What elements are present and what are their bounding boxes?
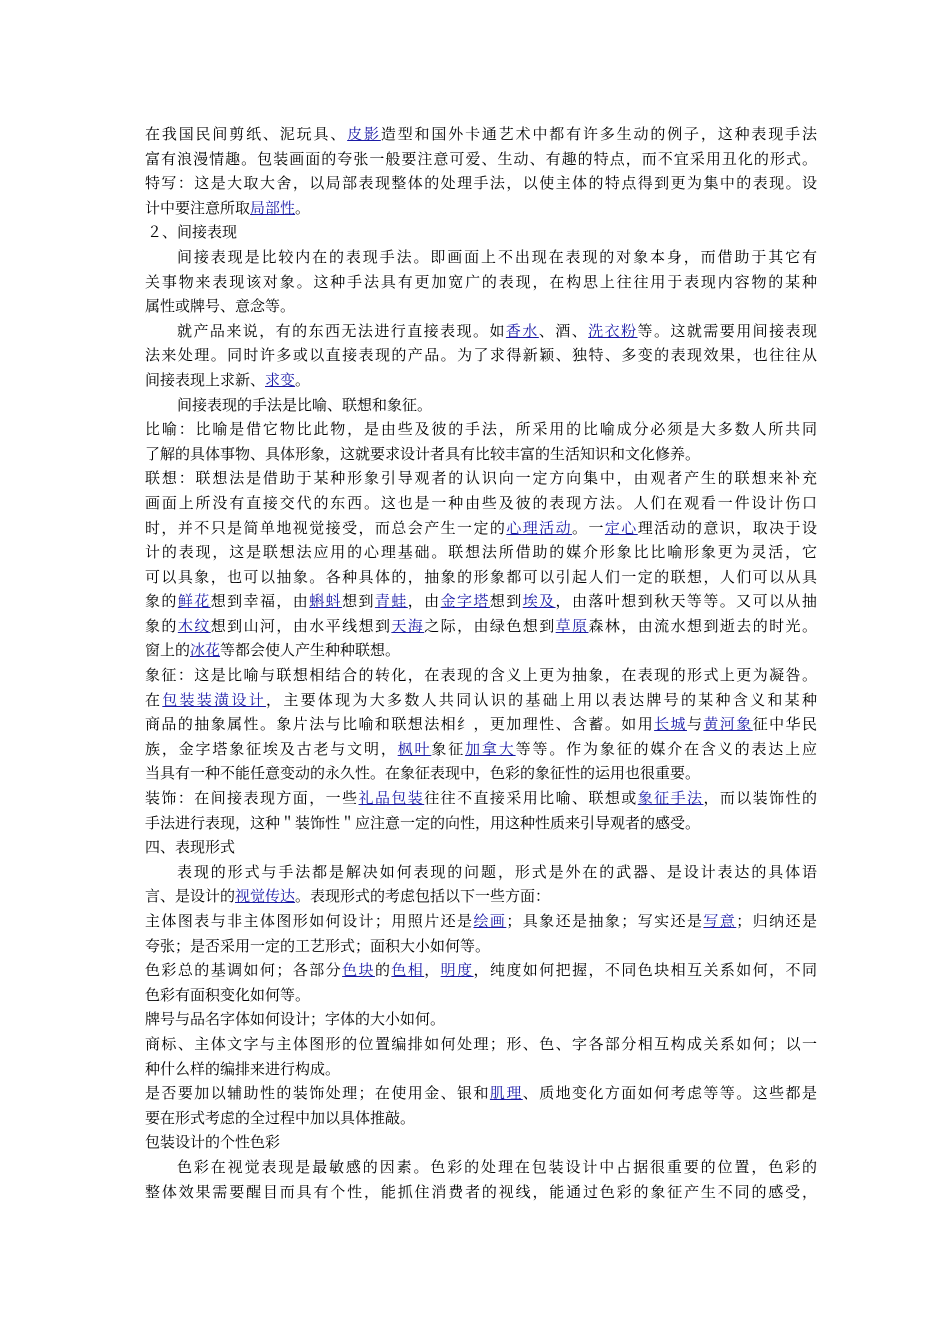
text-line bbox=[145, 442, 817, 467]
hyperlink[interactable]: 洗衣粉 bbox=[588, 321, 638, 340]
text-span: 特写：这是大取大舍，以局部表现整体的处理手法，以使主体的特点得到更为集中的表现。设 bbox=[145, 174, 817, 193]
text-span: 等都会使人产生种种联想。 bbox=[220, 641, 401, 660]
text-span: 象的 bbox=[145, 592, 178, 611]
text-line bbox=[145, 737, 817, 762]
text-span: 的 bbox=[374, 961, 392, 980]
hyperlink[interactable]: 埃及 bbox=[522, 592, 556, 611]
text-span: 主体图表与非主体图形如何设计；用照片还是 bbox=[145, 912, 474, 930]
text-line bbox=[145, 540, 817, 565]
text-line bbox=[145, 1007, 817, 1032]
text-span: ，由 bbox=[407, 592, 441, 611]
text-span: 象的 bbox=[145, 616, 178, 635]
text-span: 想到 bbox=[489, 592, 523, 611]
hyperlink[interactable]: 色块 bbox=[342, 961, 375, 980]
text-span: 间接表现的手法是比喻、联想和象征。 bbox=[177, 395, 433, 414]
text-line bbox=[145, 589, 817, 614]
text-span: 法来处理。同时许多或以直接表现的产品。为了求得新颖、独特、多变的表现效果，也往往从 bbox=[145, 346, 817, 365]
hyperlink[interactable]: 礼品包装 bbox=[358, 789, 425, 808]
text-span: 四、表现形式 bbox=[145, 838, 236, 857]
text-span: 征中华民 bbox=[752, 715, 817, 734]
text-span: 商品的抽象属性。象片法与比喻和联想法相纟，更加理性、含蓄。如用 bbox=[145, 715, 655, 734]
text-line bbox=[145, 343, 817, 368]
text-line bbox=[145, 663, 817, 688]
text-line bbox=[145, 171, 817, 196]
text-span: 色彩有面积变化如何等。 bbox=[145, 985, 311, 1004]
text-span: ，主要体现为大多数人共同认识的基础上用以表达牌号的某种含义和某种 bbox=[266, 690, 817, 709]
hyperlink[interactable]: 象征手法 bbox=[637, 789, 704, 808]
text-line bbox=[145, 270, 817, 295]
hyperlink[interactable]: 视觉传达 bbox=[235, 887, 296, 906]
text-line bbox=[145, 1180, 817, 1205]
hyperlink[interactable]: 局部性 bbox=[250, 198, 296, 217]
hyperlink[interactable]: 肌理 bbox=[489, 1084, 523, 1103]
text-span: 族，金字塔象征埃及古老与文明， bbox=[145, 739, 398, 758]
text-line bbox=[145, 688, 817, 713]
text-span: 计中要注意所取 bbox=[145, 198, 251, 217]
text-span: 色彩在视觉表现是最敏感的因素。色彩的处理在包装设计中占据很重要的位置，色彩的 bbox=[177, 1157, 817, 1176]
text-span: ， bbox=[424, 961, 441, 980]
text-span: 时，并不只是简单地视觉接受，而总会产生一定的 bbox=[145, 518, 507, 537]
text-line bbox=[145, 196, 817, 221]
hyperlink[interactable]: 明度 bbox=[440, 961, 474, 980]
text-span: 手法进行表现，这种＂装饰性＂应注意一定的向性，用这种性质来引导观者的感受。 bbox=[145, 813, 701, 832]
text-span: 理活动的意识，取决于设 bbox=[637, 518, 817, 537]
text-line bbox=[145, 934, 817, 959]
text-span: 言、是设计的 bbox=[145, 887, 236, 906]
text-span: ；具象还是抽象；写实还是 bbox=[506, 912, 704, 930]
text-line bbox=[145, 983, 817, 1008]
text-span: ，纯度如何把握，不同色块相互关系如何，不同 bbox=[473, 961, 817, 980]
text-span: 等。这就需要用间接表现 bbox=[637, 321, 817, 340]
text-span: 画面上所没有直接交代的东西。这也是一种由些及彼的表现方法。人们在观看一件设计伤口 bbox=[145, 493, 817, 512]
text-line bbox=[145, 417, 817, 442]
text-line bbox=[145, 761, 817, 786]
text-line bbox=[145, 1081, 817, 1106]
text-line bbox=[145, 122, 817, 147]
text-line bbox=[145, 294, 817, 319]
hyperlink[interactable]: 绘画 bbox=[473, 912, 507, 930]
text-span: 在 bbox=[145, 690, 163, 709]
hyperlink[interactable]: 枫叶 bbox=[397, 739, 432, 758]
text-span: 了解的具体事物、具体形象，这就要求设计者具有比较丰富的生活知识和文化修养。 bbox=[145, 444, 701, 463]
text-span: 。一 bbox=[572, 518, 605, 537]
text-line bbox=[145, 614, 817, 639]
text-span: 象征 bbox=[431, 739, 466, 758]
text-span: 想到幸福，由 bbox=[210, 592, 310, 611]
text-line bbox=[145, 147, 817, 172]
text-span: 可以具象，也可以抽象。各种具体的，抽象的形象都可以引起人们一定的联想，人们可以从具 bbox=[145, 567, 817, 586]
text-line bbox=[145, 811, 817, 836]
text-span: 就产品来说，有的东西无法进行直接表现。如 bbox=[177, 321, 506, 340]
text-span: 富有浪漫情趣。包装画面的夸张一般要注意可爱、生动、有趣的特点，而不宜采用丑化的形式。 bbox=[145, 149, 817, 168]
text-span: ，由落叶想到秋天等等。又可以从抽 bbox=[555, 592, 817, 611]
text-span: 。 bbox=[295, 198, 311, 217]
hyperlink[interactable]: 定心 bbox=[604, 518, 638, 537]
hyperlink[interactable]: 草原 bbox=[555, 616, 589, 635]
text-line bbox=[145, 860, 817, 885]
hyperlink[interactable]: 皮影 bbox=[347, 125, 381, 143]
text-span: 。表现形式的考虑包括以下一些方面： bbox=[295, 887, 551, 906]
text-span: 往往不直接采用比喻、联想或 bbox=[424, 789, 638, 808]
text-line bbox=[145, 1032, 817, 1057]
text-span: ，而以装饰性的 bbox=[703, 789, 817, 808]
text-span: 是否要加以辅助性的装饰处理；在使用金、银和 bbox=[145, 1084, 490, 1103]
document-page bbox=[145, 122, 817, 1204]
hyperlink[interactable]: 青蛙 bbox=[374, 592, 408, 611]
text-span: 间接表现是比较内在的表现手法。即画面上不出现在表现的对象本身，而借助于其它有 bbox=[177, 247, 817, 266]
text-line bbox=[145, 835, 817, 860]
hyperlink[interactable]: 写意 bbox=[703, 912, 737, 930]
hyperlink[interactable]: 黄河象 bbox=[703, 715, 753, 734]
text-span: ；归纳还是 bbox=[736, 912, 817, 930]
hyperlink[interactable]: 天海 bbox=[391, 616, 425, 635]
text-line bbox=[145, 516, 817, 541]
text-line bbox=[145, 958, 817, 983]
text-span: 要在形式考虑的全过程中加以具体推敲。 bbox=[145, 1108, 416, 1127]
text-line bbox=[145, 368, 817, 393]
text-span: 计的表现，这是联想法应用的心理基础。联想法所借助的媒介形象比比喻形象更为灵活，它 bbox=[145, 543, 817, 562]
text-line bbox=[145, 712, 817, 737]
text-line bbox=[145, 466, 817, 491]
text-line bbox=[145, 884, 817, 909]
text-span: 想到 bbox=[342, 592, 375, 611]
text-span: 色彩总的基调如何；各部分 bbox=[145, 961, 343, 980]
text-span: 整体效果需要醒目而具有个性，能抓住消费者的视线，能通过色彩的象征产生不同的感受， bbox=[145, 1182, 817, 1201]
hyperlink[interactable]: 长城 bbox=[654, 715, 687, 734]
text-span: 与 bbox=[686, 715, 704, 734]
text-span: 夸张；是否采用一定的工艺形式；面积大小如何等。 bbox=[145, 936, 491, 955]
text-line bbox=[145, 786, 817, 811]
text-span: 表现的形式与手法都是解决如何表现的问题，形式是外在的武器、是设计表达的具体语 bbox=[177, 862, 817, 881]
text-span: 牌号与品名字体如何设计；字体的大小如何。 bbox=[145, 1010, 446, 1029]
text-line bbox=[145, 1106, 817, 1131]
text-line bbox=[145, 1130, 817, 1155]
text-line bbox=[145, 245, 817, 270]
text-line bbox=[145, 319, 817, 344]
hyperlink[interactable]: 冰花 bbox=[190, 641, 221, 660]
text-span: 联想：联想法是借助于某种形象引导观者的认识向一定方向集中，由观者产生的联想来补充 bbox=[145, 469, 817, 488]
hyperlink[interactable]: 蝌蚪 bbox=[309, 592, 343, 611]
text-line bbox=[145, 565, 817, 590]
text-span: ２、间接表现 bbox=[147, 223, 238, 242]
text-span: 窗上的 bbox=[145, 641, 191, 660]
text-span: 、质地变化方面如何考虑等等。这些都是 bbox=[522, 1084, 817, 1103]
text-line bbox=[145, 491, 817, 516]
text-span: 比喻：比喻是借它物比此物，是由些及彼的手法，所采用的比喻成分必须是大多数人所共同 bbox=[145, 420, 817, 439]
hyperlink[interactable]: 鲜花 bbox=[177, 592, 211, 611]
text-span: 在我国民间剪纸、泥玩具、 bbox=[145, 125, 348, 143]
text-line bbox=[145, 1057, 817, 1082]
text-line bbox=[145, 909, 817, 934]
hyperlink[interactable]: 心理活动 bbox=[506, 518, 573, 537]
hyperlink[interactable]: 包装装潢设计 bbox=[162, 690, 267, 709]
text-span: 造型和国外卡通艺术中都有许多生动的例子，这种表现手法 bbox=[380, 125, 817, 143]
hyperlink[interactable]: 香水 bbox=[505, 321, 539, 340]
text-span: 森林，由流水想到逝去的时光。 bbox=[588, 616, 817, 635]
text-span: 商标、主体文字与主体图形的位置编排如何处理；形、色、字各部分相互构成关系如何；以一 bbox=[145, 1034, 817, 1053]
text-span: 属性或牌号、意念等。 bbox=[145, 297, 296, 316]
text-span: 种什么样的编排来进行构成。 bbox=[145, 1059, 341, 1078]
hyperlink[interactable]: 加拿大 bbox=[465, 739, 516, 758]
hyperlink[interactable]: 色相 bbox=[391, 961, 425, 980]
text-span: 当具有一种不能任意变动的永久性。在象征表现中，色彩的象征性的运用也很重要。 bbox=[145, 764, 701, 783]
text-span: 象征：这是比喻与联想相结合的转化，在表现的含义上更为抽象，在表现的形式上更为凝咎。 bbox=[145, 666, 817, 685]
text-span: 包装设计的个性色彩 bbox=[145, 1133, 281, 1152]
hyperlink[interactable]: 金字塔 bbox=[440, 592, 490, 611]
text-span: 、酒、 bbox=[538, 321, 589, 340]
text-line bbox=[145, 220, 817, 245]
hyperlink[interactable]: 求变 bbox=[265, 370, 296, 389]
text-line bbox=[145, 638, 817, 663]
text-span: 之际，由绿色想到 bbox=[424, 616, 556, 635]
text-span: 装饰：在间接表现方面，一些 bbox=[145, 789, 359, 808]
text-line bbox=[145, 1155, 817, 1180]
text-span: 关事物来表现该对象。这种手法具有更加宽广的表现，在构思上往往用于表现内容物的某种 bbox=[145, 272, 817, 291]
text-span: 想到山河，由水平线想到 bbox=[210, 616, 392, 635]
hyperlink[interactable]: 木纹 bbox=[177, 616, 211, 635]
text-span: 间接表现上求新、 bbox=[145, 370, 266, 389]
text-span: 等等。作为象征的媒介在含义的表达上应 bbox=[515, 739, 817, 758]
text-line bbox=[145, 393, 817, 418]
text-span: 。 bbox=[295, 370, 311, 389]
